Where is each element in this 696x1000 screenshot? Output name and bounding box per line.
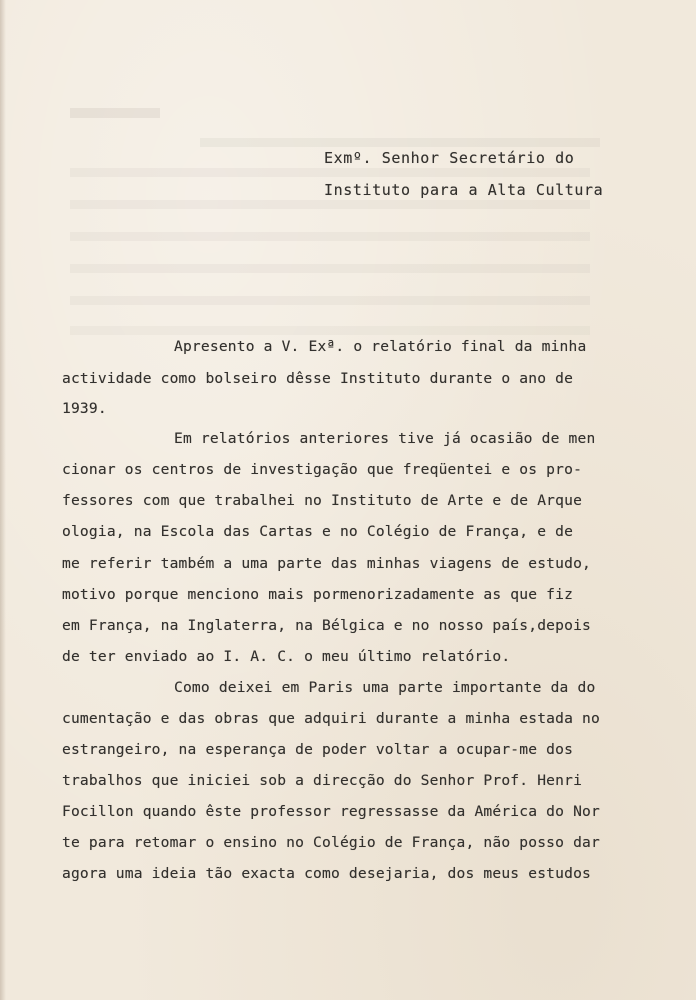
body-text-line: cumentação e das obras que adquiri durante a minha estada no: [62, 710, 600, 727]
body-text-line: actividade como bolseiro dêsse Instituto durante o ano de: [62, 370, 574, 387]
show-through-mark: [200, 138, 600, 147]
body-text-line: 1939.: [62, 400, 107, 417]
body-text-line: motivo porque menciono mais pormenorizadamente as que fiz: [62, 586, 574, 603]
body-text-line: agora uma ideia tão exacta como desejaria, dos meus estudos: [62, 865, 592, 882]
body-text-line: fessores com que trabalhei no Instituto de Arte e de Arque: [62, 492, 583, 509]
body-text-line: Em relatórios anteriores tive já ocasião de men: [174, 430, 596, 447]
body-text-line: trabalhos que iniciei sob a direcção do Senhor Prof. Henri: [62, 772, 583, 789]
show-through-mark: [70, 326, 590, 335]
body-text-line: ologia, na Escola das Cartas e no Colégio de França, e de: [62, 523, 574, 540]
body-text-line: me referir também a uma parte das minhas viagens de estudo,: [62, 555, 592, 572]
show-through-mark: [70, 108, 160, 118]
show-through-mark: [70, 232, 590, 241]
body-text-line: estrangeiro, na esperança de poder voltar a ocupar-me dos: [62, 741, 574, 758]
body-text-line: de ter enviado ao I. A. C. o meu último relatório.: [62, 648, 511, 665]
show-through-mark: [70, 168, 590, 177]
body-text-line: Apresento a V. Exª. o relatório final da minha: [174, 338, 587, 355]
body-text-line: cionar os centros de investigação que freqüentei e os pro-: [62, 461, 583, 478]
body-text-line: te para retomar o ensino no Colégio de França, não posso dar: [62, 834, 600, 851]
body-text-line: Como deixei em Paris uma parte importante da do: [174, 679, 596, 696]
body-text-line: em França, na Inglaterra, na Bélgica e no nosso país,depois: [62, 617, 592, 634]
page-edge-shadow: [0, 0, 6, 1000]
addressee-line: Instituto para a Alta Cultura: [324, 181, 604, 199]
body-text-line: Focillon quando êste professor regressasse da América do Nor: [62, 803, 600, 820]
show-through-mark: [70, 264, 590, 273]
addressee-line: Exmº. Senhor Secretário do: [324, 149, 575, 167]
show-through-mark: [70, 296, 590, 305]
show-through-mark: [70, 200, 590, 209]
